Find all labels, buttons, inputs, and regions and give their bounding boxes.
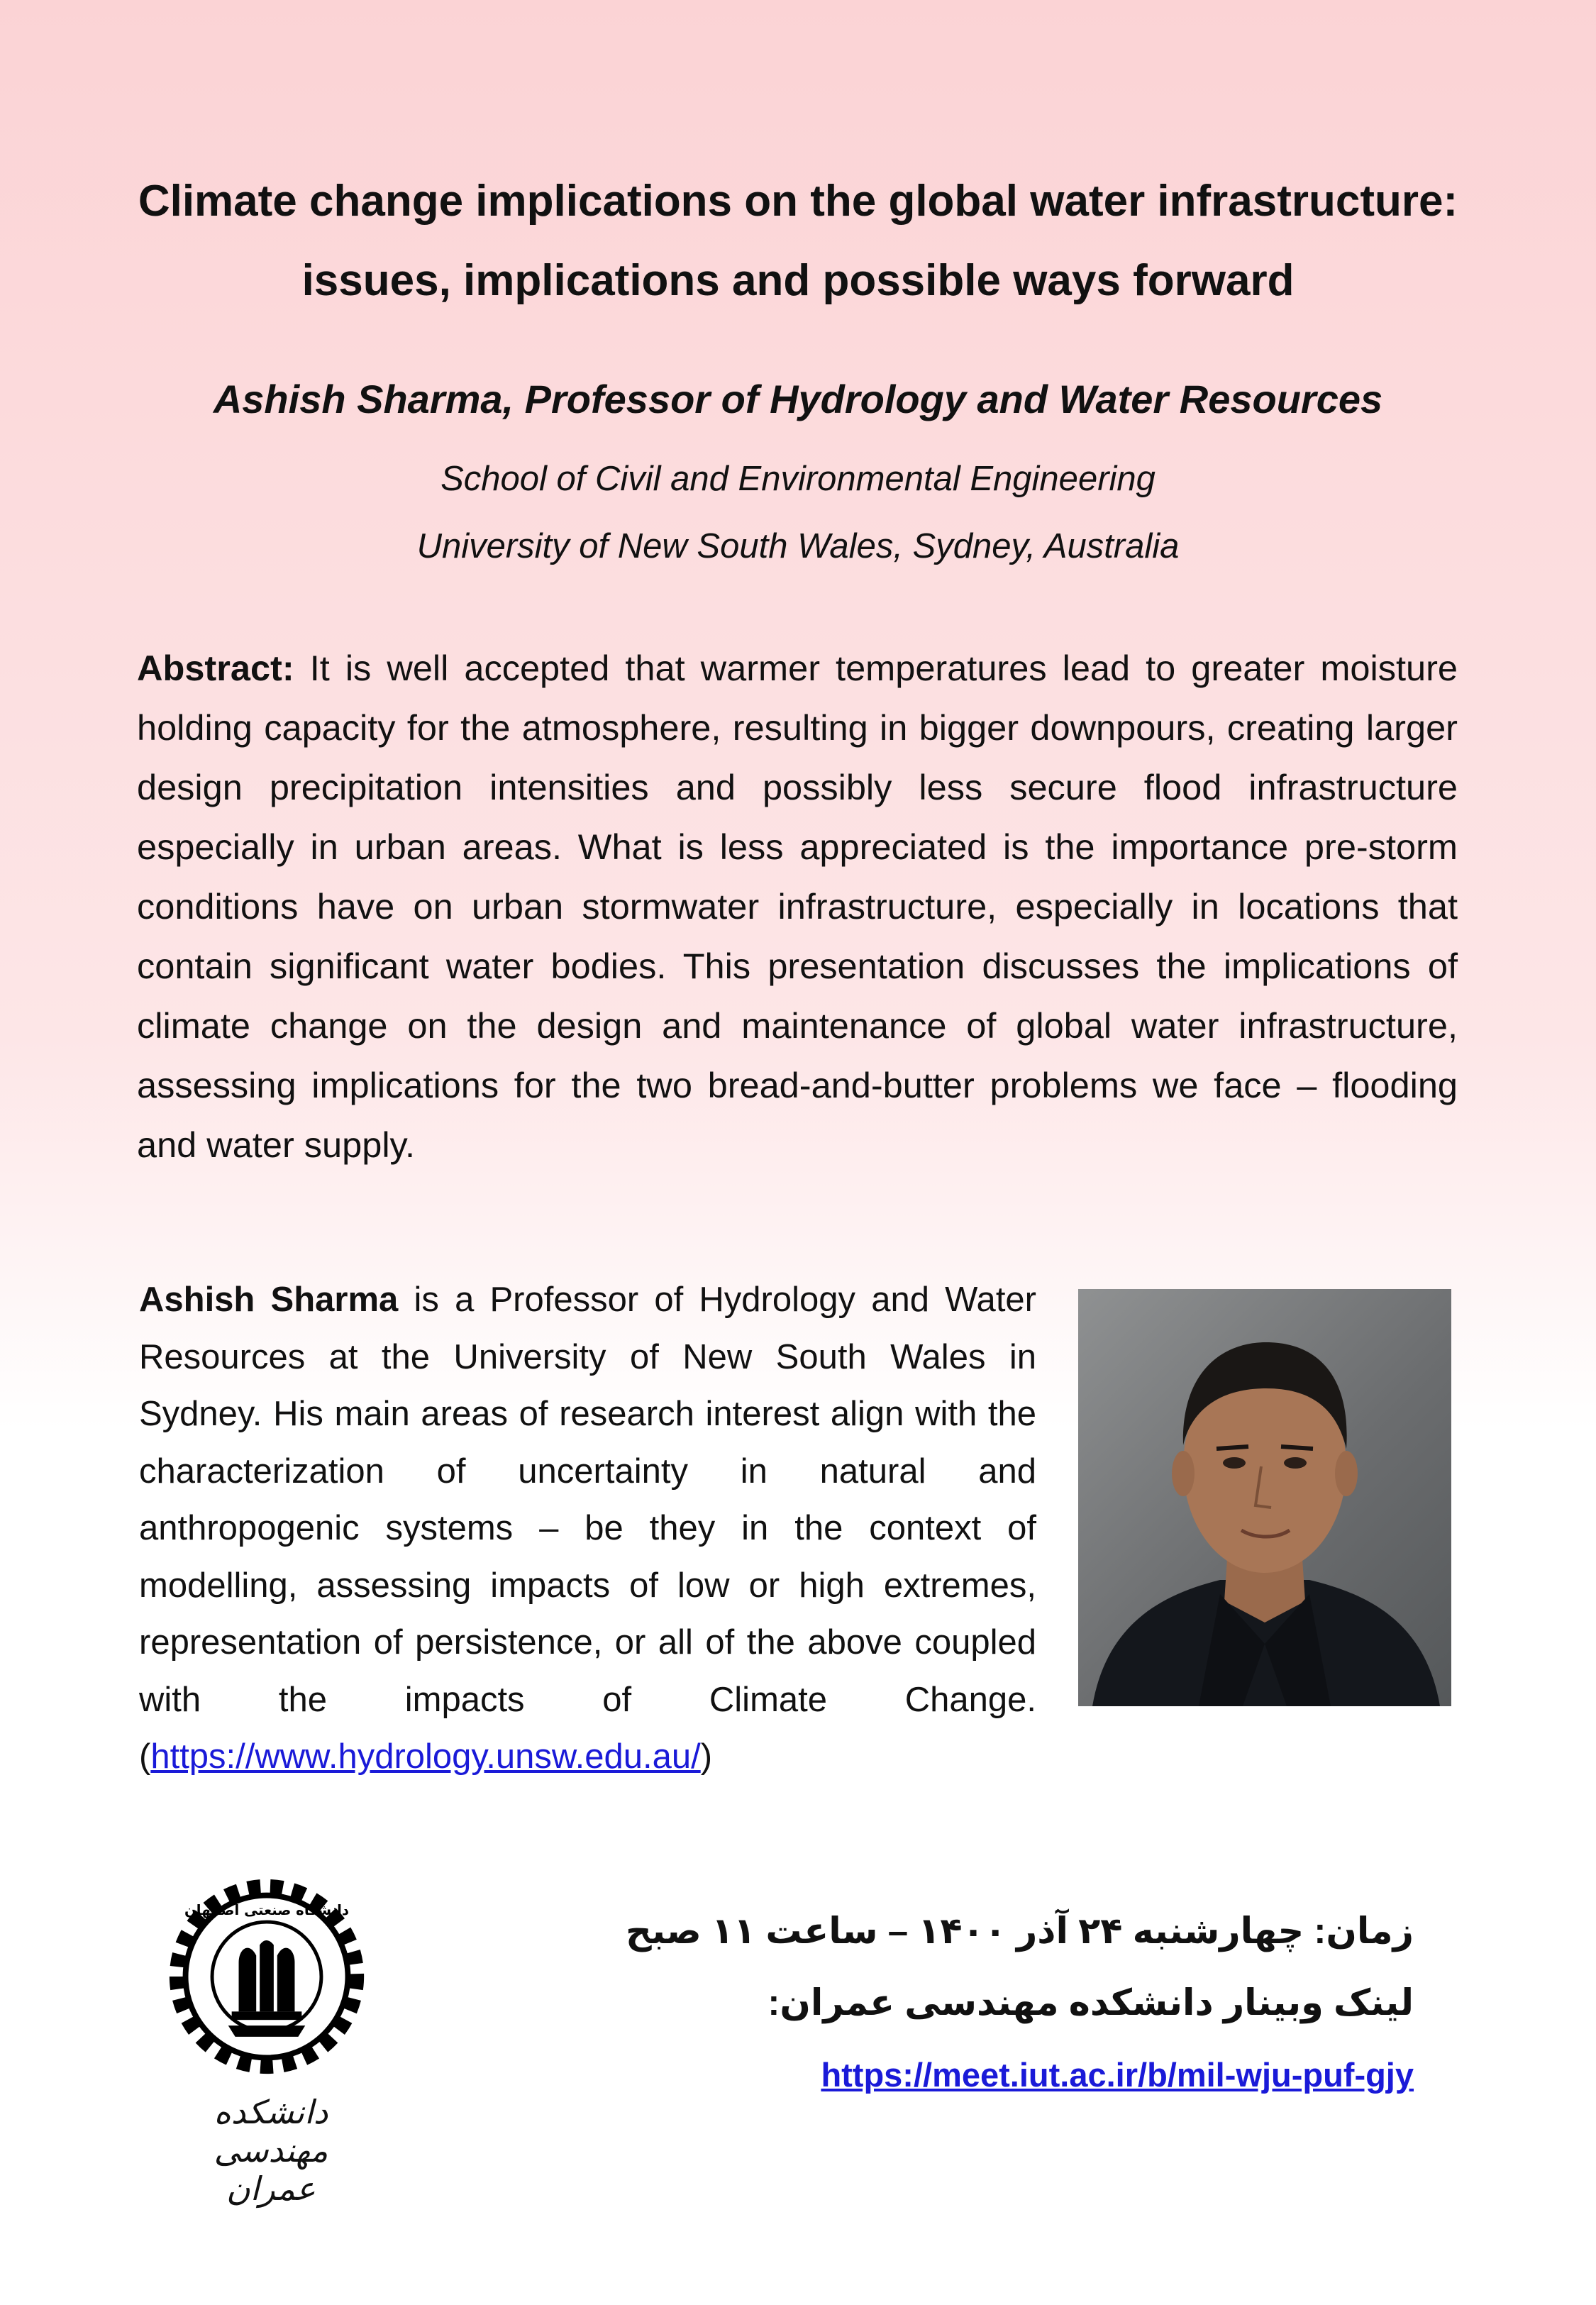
- university-logo: [162, 1872, 372, 2082]
- speaker-photo: [1078, 1289, 1451, 1706]
- abstract-text: It is well accepted that warmer temperatures lead to greater moisture holding capacity for the atmosphere, resulting in bigger downpours, creating larger design precipitation intensities and possibly less secure flood infrastructure especially in urban areas. What is less appreciated is the importance pre-storm conditions have on urban stormwater infrastructure, especially in locations that contain significant water bodies. This presentation discusses the implications of climate change on the design and maintenance of global water infrastructure, assessing implications for the two bread-and-butter problems we face – flooding and water supply.: [137, 648, 1458, 1165]
- talk-title-line-2: issues, implications and possible ways forward: [301, 256, 1295, 305]
- speaker-name-title: Ashish Sharma, Professor of Hydrology and Water Resources: [213, 377, 1383, 421]
- bio-paragraph: [139, 1271, 1036, 1786]
- webinar-link-label: لینک وبینار دانشکده مهندسی عمران:: [767, 1982, 1414, 2023]
- department-signature: دانشکده مهندسی عمران: [214, 2093, 328, 2208]
- bio-name: Ashish Sharma: [139, 1281, 399, 1319]
- speaker-portrait: [1078, 1289, 1451, 1706]
- talk-title-line-1: Climate change implications on the global water infrastructure:: [138, 177, 1458, 226]
- bio-text: is a Professor of Hydrology and Water Resources at the University of New South Wales in Sydney. His main areas of research interest align with the characterization of uncertainty in natural and anthropogenic systems – be they in the context of modelling, assessing impacts of low or high extremes, representation of persistence, or all of the above coupled with the impacts of Climate Change.: [139, 1281, 1036, 1719]
- webinar-meet-link[interactable]: https://meet.iut.ac.ir/b/mil-wju-puf-gjy: [821, 2056, 1414, 2094]
- bio-link-open-paren: (: [139, 1737, 151, 1776]
- talk-title: [57, 162, 1539, 321]
- event-time: زمان: چهارشنبه ۲۴ آذر ۱۴۰۰ – ساعت ۱۱ صبح: [625, 1911, 1414, 1951]
- speaker-school: School of Civil and Environmental Engineering: [440, 460, 1156, 498]
- logo-ring-text: دانشگاه صنعتی اصفهان: [184, 1902, 350, 1919]
- speaker-university: University of New South Wales, Sydney, Australia: [416, 527, 1180, 565]
- abstract-paragraph: [137, 639, 1458, 1175]
- abstract-label: Abstract:: [137, 648, 294, 688]
- bio-link-close-paren: ): [700, 1737, 713, 1776]
- bio-website-link[interactable]: https://www.hydrology.unsw.edu.au/: [150, 1737, 701, 1776]
